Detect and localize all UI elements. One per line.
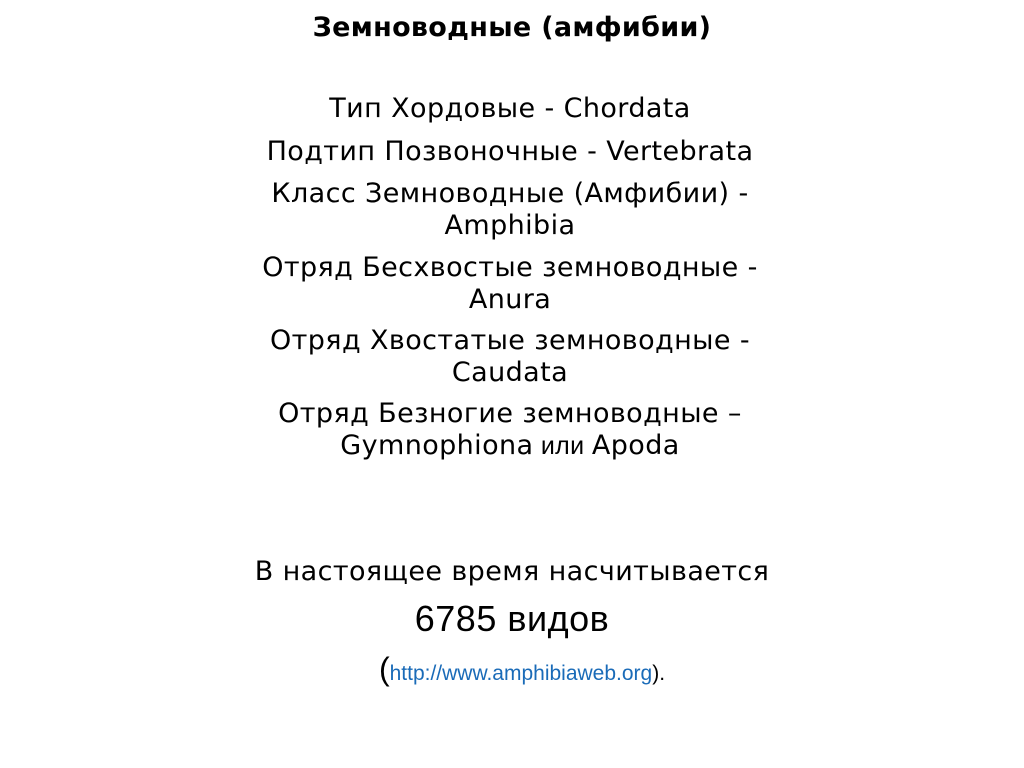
taxon-class-text: Класс Земноводные (Амфибии) -: [271, 178, 749, 209]
taxon-order-anura-latin: Anura: [468, 284, 552, 315]
source-close: ).: [652, 662, 666, 685]
taxon-order-apoda: [180, 398, 840, 462]
slide-title: Земноводные (амфибии): [312, 12, 712, 43]
source-citation: [0, 651, 1024, 688]
taxon-class-latin: Amphibia: [444, 210, 576, 241]
source-link[interactable]: http://www.amphibiaweb.org: [389, 662, 653, 685]
species-count-caption: В настоящее время насчитывается: [254, 556, 770, 587]
taxon-order-anura-text: Отряд Бесхвостые земноводные -: [262, 252, 758, 283]
taxon-order-apoda-text: Отряд Безногие земноводные –: [278, 398, 742, 429]
taxon-class: [180, 178, 840, 242]
taxon-type: [180, 93, 840, 125]
taxon-order-caudata-latin: Caudata: [451, 357, 569, 388]
taxon-order-caudata: [180, 325, 840, 389]
taxon-order-caudata-text: Отряд Хвостатые земноводные -: [269, 325, 750, 356]
taxon-apoda: Apoda: [591, 430, 680, 461]
species-count: 6785 видов: [414, 598, 610, 639]
taxon-order-apoda-latin: [180, 430, 840, 462]
taxon-or-word: или: [533, 432, 592, 460]
taxon-type-text: Тип Хордовые - Chordata: [329, 93, 691, 124]
taxon-gymnophiona: Gymnophiona: [340, 430, 534, 461]
taxon-subtype-text: Подтип Позвоночные - Vertebrata: [266, 136, 754, 167]
source-open-paren: (: [378, 651, 390, 687]
taxon-order-anura: [180, 252, 840, 316]
taxon-subtype: [180, 136, 840, 168]
